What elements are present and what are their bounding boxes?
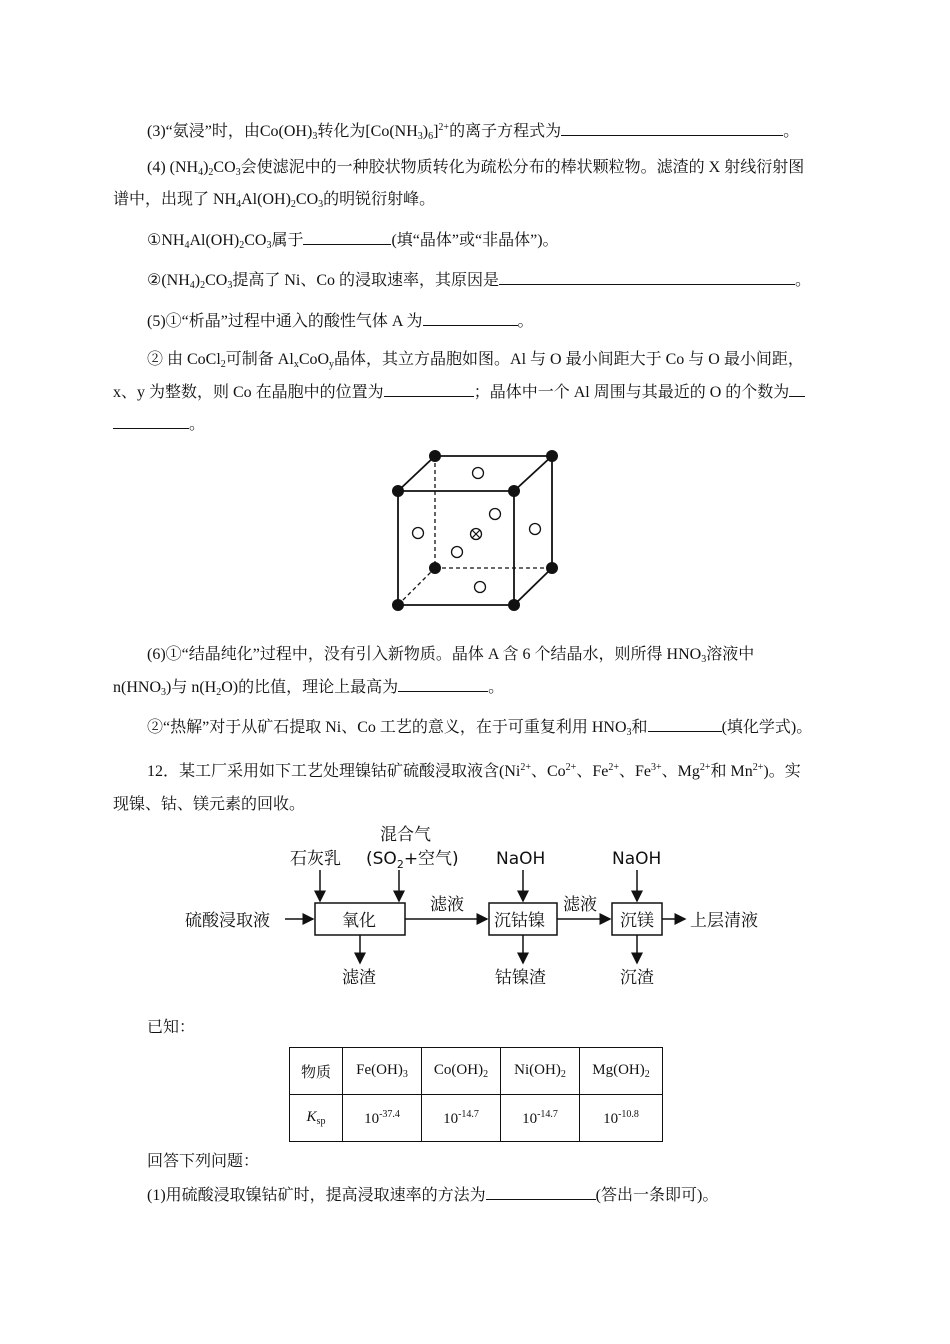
answer-prompt: 回答下列问题：: [147, 1153, 260, 1170]
ksp-table: [289, 1047, 663, 1142]
table-row: $K_{sp}$ $10^{-37.4}$ $10^{-14.7}$ $10^{-14.7}$ $10^{-10.8}$: [290, 1095, 663, 1142]
answer-blank: [499, 270, 795, 285]
answer-blank: [561, 121, 783, 136]
reagent-gas: 混合气: [380, 825, 431, 845]
answer-blank: [398, 677, 488, 692]
flow-input-label: 硫酸浸取液: [185, 911, 270, 931]
reagent-gas-formula: ($SO_2+$空气): [366, 849, 459, 871]
flow-box-mg: 沉镁: [620, 911, 654, 931]
question-6-1-line2: $n(HNO_3)$与 $n(H_2O)$的比值，理论上最高为 。: [113, 679, 505, 698]
answer-blank: [486, 1185, 596, 1200]
question-6-1: (6)①“结晶纯化”过程中，没有引入新物质。晶体 A 含 6 个结晶水，则所得 $HNO_3$溶液中: [147, 646, 755, 665]
process-flow-diagram: [180, 820, 780, 1000]
reagent-lime: 石灰乳: [290, 849, 341, 869]
arrow-filtrate-1: 滤液: [430, 895, 464, 915]
arrow-filtrate-2: 滤液: [563, 895, 597, 915]
reagent-naoh-2: NaOH: [612, 849, 662, 869]
question-5-2: ② 由 CoCl$_2$可制备 $Al_xCoO_y$晶体，其立方晶胞如图。Al 与 O 最小间距大于 Co 与 O 最小间距，: [147, 351, 804, 370]
known-label: 已知：: [147, 1019, 196, 1036]
question-4-1: $①NH_4Al(OH)_2CO_3$属于 (填“晶体”或“非晶体”)。: [147, 232, 559, 251]
question-12: 12．某工厂采用如下工艺处理镍钴矿硫酸浸取液含($Ni^{2+}$、$Co^{2+}$、$Fe^{2+}$、$Fe^{3+}$、$Mg^{2+}$和 $Mn^{2+}$)。实: [147, 762, 801, 780]
waste-co-ni: 钴镍渣: [495, 968, 546, 988]
question-3: (3)“氨浸”时，由$Co(OH)_3$转化为$[Co(NH_3)_6]^{2+}$的离子方程式为 。: [147, 122, 800, 142]
answer-blank: [648, 717, 722, 732]
question-5-2-line3: 。: [113, 414, 853, 435]
question-12-1: (1)用硫酸浸取镍钴矿时，提高浸取速率的方法为 (答出一条即可)。: [147, 1187, 719, 1204]
answer-blank: [113, 414, 189, 429]
waste-residue: 滤渣: [342, 968, 376, 988]
answer-blank: [789, 382, 805, 397]
question-4: (4) $(NH_4)_2CO_3$会使滤泥中的一种胶状物质转化为疏松分布的棒状颗粒物。滤渣的 X 射线衍射图: [147, 159, 805, 178]
flow-box-co-ni: 沉钴镍: [494, 911, 545, 931]
question-6-2: ②“热解”对于从矿石提取 Ni、Co 工艺的意义，在于可重复利用 $HNO_3$和 (填化学式)。: [147, 719, 813, 738]
reagent-naoh-1: NaOH: [496, 849, 546, 869]
flow-box-oxidation: 氧化: [342, 911, 376, 931]
question-12-line2: 现镍、钴、镁元素的回收。: [113, 796, 306, 813]
answer-blank: [384, 382, 474, 397]
question-4-2: $②(NH_4)_2CO_3$提高了 Ni、Co 的浸取速率，其原因是 。: [147, 272, 812, 291]
answer-blank: [303, 230, 391, 245]
question-5-2-line2: x、y 为整数，则 Co 在晶胞中的位置为 ；晶体中一个 Al 周围与其最近的 O 的个数为: [113, 382, 853, 403]
table-row: 物质 $Fe(OH)_3$ $Co(OH)_2$ $Ni(OH)_2$ $Mg(OH)_2$: [290, 1048, 663, 1095]
waste-sediment: 沉渣: [620, 968, 654, 988]
answer-blank: [423, 311, 518, 326]
unit-cell-diagram: [380, 448, 580, 618]
question-4-line2: 谱中，出现了 $NH_4Al(OH)_2CO_3$的明锐衍射峰。: [113, 191, 436, 210]
question-5-1: (5)①“析晶”过程中通入的酸性气体 A 为 。: [147, 313, 534, 330]
flow-output-label: 上层清液: [690, 911, 758, 931]
